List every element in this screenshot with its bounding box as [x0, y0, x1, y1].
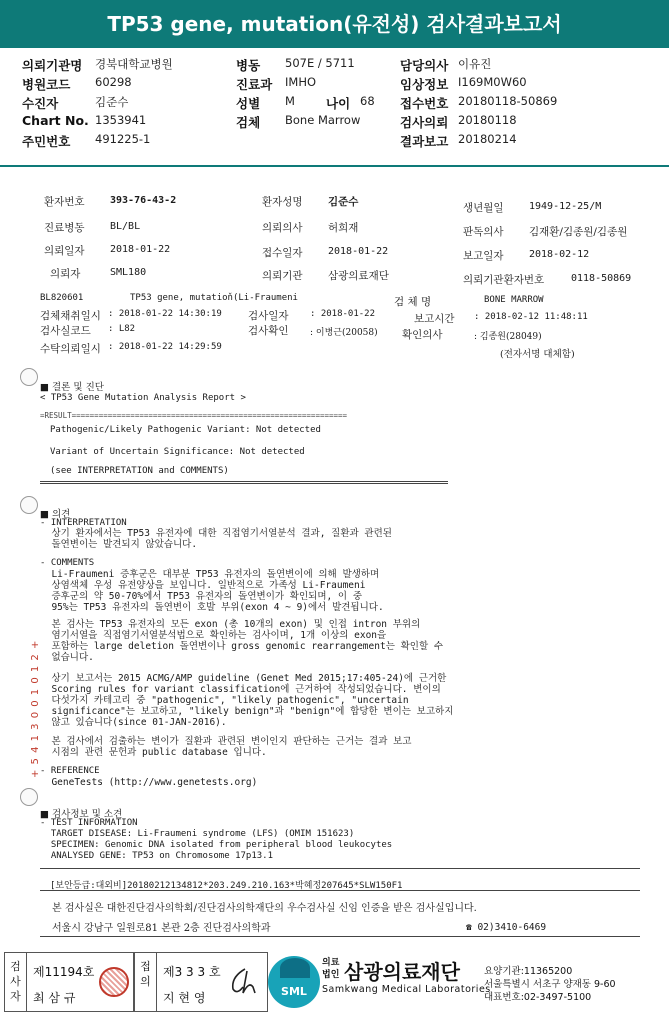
org-type-1: 의료: [322, 958, 340, 968]
orgpt-value: 0118-50869: [571, 273, 632, 284]
inspector-name: 최 삼 규: [33, 991, 76, 1005]
binder-hole: [20, 788, 38, 806]
approver-name: 지 현 영: [163, 991, 206, 1005]
ward2-label: 진료병동: [44, 222, 85, 234]
sml-logo-icon: SML: [268, 956, 320, 1008]
org-tel: 대표번호:02-3497-5100: [484, 992, 592, 1003]
recvtime-value: : 2018-01-22 14:29:59: [108, 342, 222, 352]
interp-text: 상기 환자에서는 TP53 유전자에 대한 직접염기서열분석 결과, 질환과 관련된 돌연변이는 발견되지 않았습니다.: [51, 528, 392, 550]
approver-license: 제3 3 3 호: [163, 965, 221, 979]
orgpt-label: 의뢰기관환자번호: [463, 274, 545, 286]
confirm-label: 검사확인: [248, 325, 289, 337]
req-org-value: 경북대학교병원: [95, 57, 173, 71]
org-type-2: 법인: [322, 970, 340, 980]
dob-label: 생년월일: [463, 202, 504, 214]
approver-stamp-box: [134, 952, 268, 1012]
clinical-value: I169M0W60: [458, 75, 527, 89]
requester-label: 의뢰자: [50, 268, 81, 280]
header-divider: [0, 165, 669, 167]
pid-value: 393-76-43-2: [110, 195, 177, 206]
dept-value: IMHO: [285, 75, 317, 89]
confdoc-value: : 김종원(28049): [474, 332, 542, 342]
seal-icon: [99, 967, 129, 997]
collect-label: 검체채취일시: [40, 310, 101, 322]
reqdate-label: 의뢰일자: [44, 245, 85, 257]
pid-label: 환자번호: [44, 196, 85, 208]
comments-heading: - COMMENTS: [40, 558, 95, 568]
dept-label: 진료과: [236, 77, 273, 92]
report-label: 결과보고: [400, 134, 449, 149]
rrn-value: 491225-1: [95, 132, 151, 146]
rptdate-label: 보고일자: [463, 250, 504, 262]
comments-para-2: 본 검사는 TP53 유전자의 모든 exon (총 10개의 exon) 및 인접 intron 부위의 염기서열을 직접염기서열분석법으로 확인하는 검사이며, 1개 이상의 exon을 포함하는 large deletion 돌연변이나 gross genomic rearrangement는 확인할 수 없습니다.: [51, 619, 444, 663]
sex-value: M: [285, 94, 295, 108]
specimen-value: Bone Marrow: [285, 113, 361, 127]
age-value: 68: [360, 94, 375, 108]
rpttime-label: 보고시간: [414, 313, 455, 325]
signature-icon: [225, 963, 261, 999]
confirm-value: : 이병근(20058): [310, 328, 378, 338]
org-code: 요양기관:11365200: [484, 966, 573, 977]
reference-text: GeneTests (http://www.genetests.org): [40, 777, 258, 788]
sex-label: 성별: [236, 96, 261, 111]
org-address: 서울특별시 서초구 양재동 9-60: [484, 979, 616, 990]
doctor-label: 담당의사: [400, 58, 449, 73]
inspector-stamp-box: [4, 952, 134, 1012]
recv-label: 접수일자: [262, 247, 303, 259]
result-see: (see INTERPRETATION and COMMENTS): [50, 466, 229, 476]
ward-value: 507E / 5711: [285, 56, 355, 70]
spec-value: BONE MARROW: [484, 295, 544, 305]
binder-hole: [20, 496, 38, 514]
recvtime-label: 수탁의뢰일시: [40, 343, 101, 355]
room-label: 검사실코드: [40, 325, 91, 337]
specimen-label: 검체: [236, 115, 261, 130]
test-name: TP53 gene, mutatioň(Li-Fraumeni: [130, 293, 298, 303]
footer: [0, 950, 669, 1017]
doctor-value: 이유진: [458, 57, 492, 71]
security-line: [보안등급:대외비]20180212134812*203.249.210.163*박혜정207645*SLW150F1: [50, 881, 403, 891]
comments-para-3: 상기 보고서는 2015 ACMG/AMP guideline (Genet Med 2015;17:405-24)에 근거한 Scoring rules for variant classification에 근거하여 작성되었습니다. 변이의 다섯가지 카테고리 중 "pathogenic", "likely pathogenic", "uncertain significance"는 보고하고, "likely benign"과 "benign"에 합당한 변이는 보고하지 않고 있습니다(since 01-JAN-2016).: [51, 673, 454, 728]
test-date-label: 검사의뢰: [400, 115, 449, 130]
result-pathogenic: Pathogenic/Likely Pathogenic Variant: Not detected: [50, 425, 321, 435]
patient-label: 수진자: [22, 96, 59, 111]
requester-value: SML180: [110, 267, 147, 278]
opinion-heading: ■ 의견: [40, 509, 71, 520]
chart-value: 1353941: [95, 113, 147, 127]
confdoc-label: 확인의사: [402, 329, 443, 341]
result-rule: =RESULT=============================================================: [40, 411, 348, 420]
reqdoc-value: 허희재: [328, 222, 359, 234]
reqorg-label: 의뢰기관: [262, 270, 303, 282]
rrn-label: 주민번호: [22, 134, 71, 149]
dob-value: 1949-12-25/M: [529, 201, 602, 212]
room-value: : L82: [108, 324, 136, 334]
reqdate-value: 2018-01-22: [110, 244, 171, 255]
rptdate-value: 2018-02-12: [529, 249, 590, 260]
security-rule: [40, 890, 640, 891]
test-info: - TEST INFORMATION TARGET DISEASE: Li-Fraumeni syndrome (LFS) (OMIM 151623) SPECIMEN: Genomic DNA isolated from peripheral blood leukocytes ANALYSED GENE: TP53 on Chromosome 17p13.1: [40, 818, 393, 861]
readers-label: 판독의사: [463, 226, 504, 238]
address-text: 서울시 강남구 일원로81 본관 2층 진단검사의학과: [52, 923, 271, 934]
comments-para-4: 본 검사에서 검출하는 변이가 질환과 관련된 변이인지 판단하는 근거는 결과 보고 시점의 관련 문헌과 public database 입니다.: [51, 736, 412, 758]
info-panel: [0, 54, 669, 164]
logo-wave-icon: [280, 958, 310, 978]
ward2-value: BL/BL: [110, 221, 141, 232]
readers-value: 김재환/김종원/김종원: [529, 226, 628, 238]
recv-value: 2018-01-22: [328, 246, 389, 257]
receipt-value: 20180118-50869: [458, 94, 558, 108]
result-end-rule: [40, 481, 448, 484]
testdate-label: 검사일자: [248, 310, 289, 322]
testdate-value: : 2018-01-22: [310, 309, 376, 319]
report-value: 20180214: [458, 132, 517, 146]
report-heading: < TP53 Gene Mutation Analysis Report >: [40, 393, 246, 403]
reqdoc-label: 의뢰의사: [262, 222, 303, 234]
clinical-label: 임상정보: [400, 77, 449, 92]
esign-note: (전자서명 대체함): [500, 349, 575, 360]
age-label: 나이: [326, 96, 351, 111]
reference-heading: - REFERENCE: [40, 766, 100, 776]
phone-text: ☎ 02)3410-6469: [466, 922, 547, 933]
bl-code: BL820601: [40, 293, 84, 303]
report-title: TP53 gene, mutation(유전성) 검사결과보고서: [0, 0, 669, 48]
hosp-code-value: 60298: [95, 75, 132, 89]
result-vus: Variant of Uncertain Significance: Not detected: [50, 447, 305, 457]
org-name: 삼광의료재단: [344, 960, 460, 984]
info-end-rule: [40, 868, 640, 869]
collect-value: : 2018-01-22 14:30:19: [108, 309, 222, 319]
result-heading: ■ 결론 및 진단: [40, 382, 104, 393]
inspector-label: 검사자: [5, 953, 27, 1011]
address-rule: [40, 936, 640, 937]
approver-label: 접의: [135, 953, 157, 1011]
org-english: Samkwang Medical Laboratories: [322, 984, 491, 995]
chart-label: Chart No.: [22, 113, 89, 128]
hosp-code-label: 병원코드: [22, 77, 71, 92]
comments-para-1: Li-Fraumeni 증후군은 대부분 TP53 유전자의 돌연변이에 의해 발생하며 상염색체 우성 유전양상을 보입니다. 일반적으로 가족성 Li-Fraumeni 증후군의 약 50-70%에서 TP53 유전자의 돌연변이가 확인되며, 이 중 95%는 TP53 유전자의 돌연변이 호발 부위(exon 4 ~ 9)에서 발견됩니다.: [51, 569, 384, 613]
inspector-license: 제11194호: [33, 965, 95, 979]
pname-label: 환자성명: [262, 196, 303, 208]
certification-text: 본 검사실은 대한진단검사의학회/진단검사의학재단의 우수검사실 신임 인증을 받은 검사실입니다.: [52, 903, 477, 914]
binder-hole: [20, 368, 38, 386]
reqorg-value: 삼광의료재단: [328, 270, 389, 282]
interp-heading: - INTERPRETATION: [40, 518, 127, 528]
vertical-barcode-number: + 5 4 1 3 0 0 1 0 1 2 +: [30, 639, 41, 778]
rpttime-value: : 2018-02-12 11:48:11: [474, 312, 588, 322]
scanned-report: [0, 168, 669, 948]
spec-label: 검 체 명: [394, 296, 432, 308]
info-heading: ■ 검사정보 및 소견: [40, 809, 123, 820]
test-date-value: 20180118: [458, 113, 517, 127]
receipt-label: 접수번호: [400, 96, 449, 111]
req-org-label: 의뢰기관명: [22, 58, 83, 73]
pname-value: 김준수: [328, 196, 359, 208]
patient-value: 김준수: [95, 95, 129, 109]
ward-label: 병동: [236, 58, 261, 73]
